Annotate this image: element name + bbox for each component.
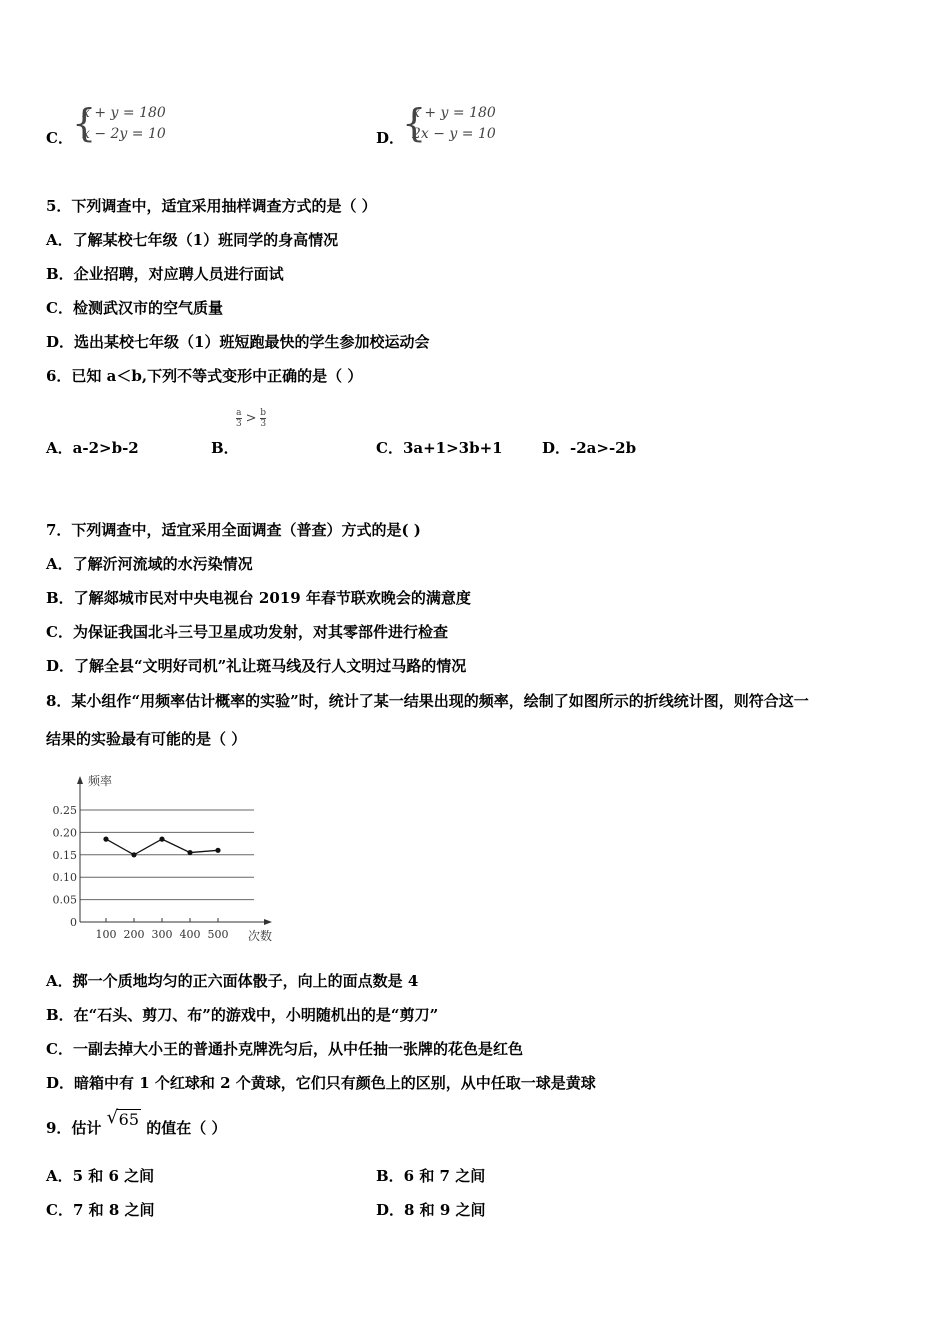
chart-y-tick-label: 0.10 (52, 871, 77, 885)
chart-data-point (215, 848, 220, 853)
q9-radicand: 65 (118, 1110, 140, 1129)
q9-option-c: C．7 和 8 之间 (46, 1201, 155, 1219)
q5-option-c: C．检测武汉市的空气质量 (46, 299, 223, 317)
q4-option-c-eq1: x + y = 180 (82, 105, 166, 121)
q9-option-d: D．8 和 9 之间 (376, 1201, 486, 1219)
q6-option-a: A．a-2>b-2 (46, 439, 139, 457)
q9-option-a: A．5 和 6 之间 (46, 1167, 155, 1185)
chart-x-tick-label: 400 (179, 928, 201, 941)
q4-option-c-brace: { (72, 101, 97, 145)
q4-option-d-eq1: x + y = 180 (412, 105, 496, 121)
q5-stem: 5．下列调查中，适宜采用抽样调查方式的是（ ） (46, 197, 377, 215)
q9-stem-pre: 9．估计 (46, 1119, 102, 1137)
q4-option-d-label: D． (376, 129, 405, 147)
chart-axes (77, 776, 272, 925)
q9-stem-post: 的值在（ ） (146, 1119, 227, 1137)
chart-y-tick-label: 0.05 (52, 893, 77, 907)
q7-stem: 7．下列调查中，适宜采用全面调查（普查）方式的是( ) (46, 521, 421, 539)
chart-data-point (187, 850, 192, 855)
q9-stem (46, 1107, 227, 1138)
q7-option-a: A．了解沂河流域的水污染情况 (46, 555, 253, 573)
chart-x-axis-arrow (264, 919, 272, 925)
chart-y-ticks (53, 804, 78, 929)
q6-frac-a: $\frac{a}{3}$ (236, 408, 242, 429)
chart-series (103, 837, 220, 858)
chart-y-tick-label: 0.20 (52, 826, 77, 840)
q6-option-b-label: B． (211, 439, 239, 457)
q9-sqrt-expression: √ 65 (106, 1107, 140, 1129)
q6-option-b-fraction (236, 408, 266, 429)
chart-data-point (103, 837, 108, 842)
q8-stem-line2: 结果的实验最有可能的是（ ） (46, 730, 247, 748)
chart-x-ticks (96, 918, 229, 941)
chart-data-point (159, 837, 164, 842)
q6-frac-op: > (245, 411, 257, 426)
q8-frequency-line-chart (44, 768, 284, 948)
q8-option-a: A．掷一个质地均匀的正六面体骰子，向上的面点数是 4 (46, 972, 419, 990)
chart-x-tick-label: 100 (95, 928, 117, 941)
chart-y-axis-label: 频率 (88, 774, 113, 788)
q4-option-c-eq2: x − 2y = 10 (82, 126, 166, 142)
q9-option-b: B．6 和 7 之间 (376, 1167, 486, 1185)
q8-stem-line1: 8．某小组作“用频率估计概率的实验”时，统计了某一结果出现的频率，绘制了如图所示的折线统计图，则符合这一 (46, 692, 809, 710)
chart-grid (80, 810, 254, 900)
chart-x-axis-label: 次数 (248, 929, 273, 943)
q8-option-d: D．暗箱中有 1 个红球和 2 个黄球，它们只有颜色上的区别，从中任取一球是黄球 (46, 1074, 596, 1092)
q8-option-c: C．一副去掉大小王的普通扑克牌洗匀后，从中任抽一张牌的花色是红色 (46, 1040, 523, 1058)
q4-option-c-label: C． (46, 129, 73, 147)
q5-option-b: B．企业招聘，对应聘人员进行面试 (46, 265, 284, 283)
q6-option-c: C．3a+1>3b+1 (376, 439, 503, 457)
q6-stem: 6．已知 a＜b,下列不等式变形中正确的是（ ） (46, 367, 363, 385)
q5-option-a: A．了解某校七年级（1）班同学的身高情况 (46, 231, 339, 249)
chart-x-tick-label: 300 (151, 928, 173, 941)
q6-option-d: D．-2a>-2b (542, 439, 637, 457)
q7-option-b: B．了解郯城市民对中央电视台 2019 年春节联欢晚会的满意度 (46, 589, 471, 607)
chart-x-tick-label: 200 (123, 928, 145, 941)
q4-option-d-brace: { (402, 101, 427, 145)
chart-data-point (131, 852, 136, 857)
chart-y-tick-label: 0.25 (52, 804, 77, 817)
q6-frac-b: $\frac{b}{3}$ (260, 408, 267, 429)
q5-option-d: D．选出某校七年级（1）班短跑最快的学生参加校运动会 (46, 333, 430, 351)
chart-y-tick-label: 0 (70, 916, 77, 929)
q4-option-d-eq2: 2x − y = 10 (412, 126, 496, 142)
chart-x-tick-label: 500 (207, 928, 229, 941)
q7-option-c: C．为保证我国北斗三号卫星成功发射，对其零部件进行检查 (46, 623, 448, 641)
chart-y-axis-arrow (77, 776, 83, 784)
chart-y-tick-label: 0.15 (52, 848, 77, 862)
q8-option-b: B．在“石头、剪刀、布”的游戏中，小明随机出的是“剪刀” (46, 1006, 439, 1024)
q7-option-d: D．了解全县“文明好司机”礼让斑马线及行人文明过马路的情况 (46, 657, 467, 675)
